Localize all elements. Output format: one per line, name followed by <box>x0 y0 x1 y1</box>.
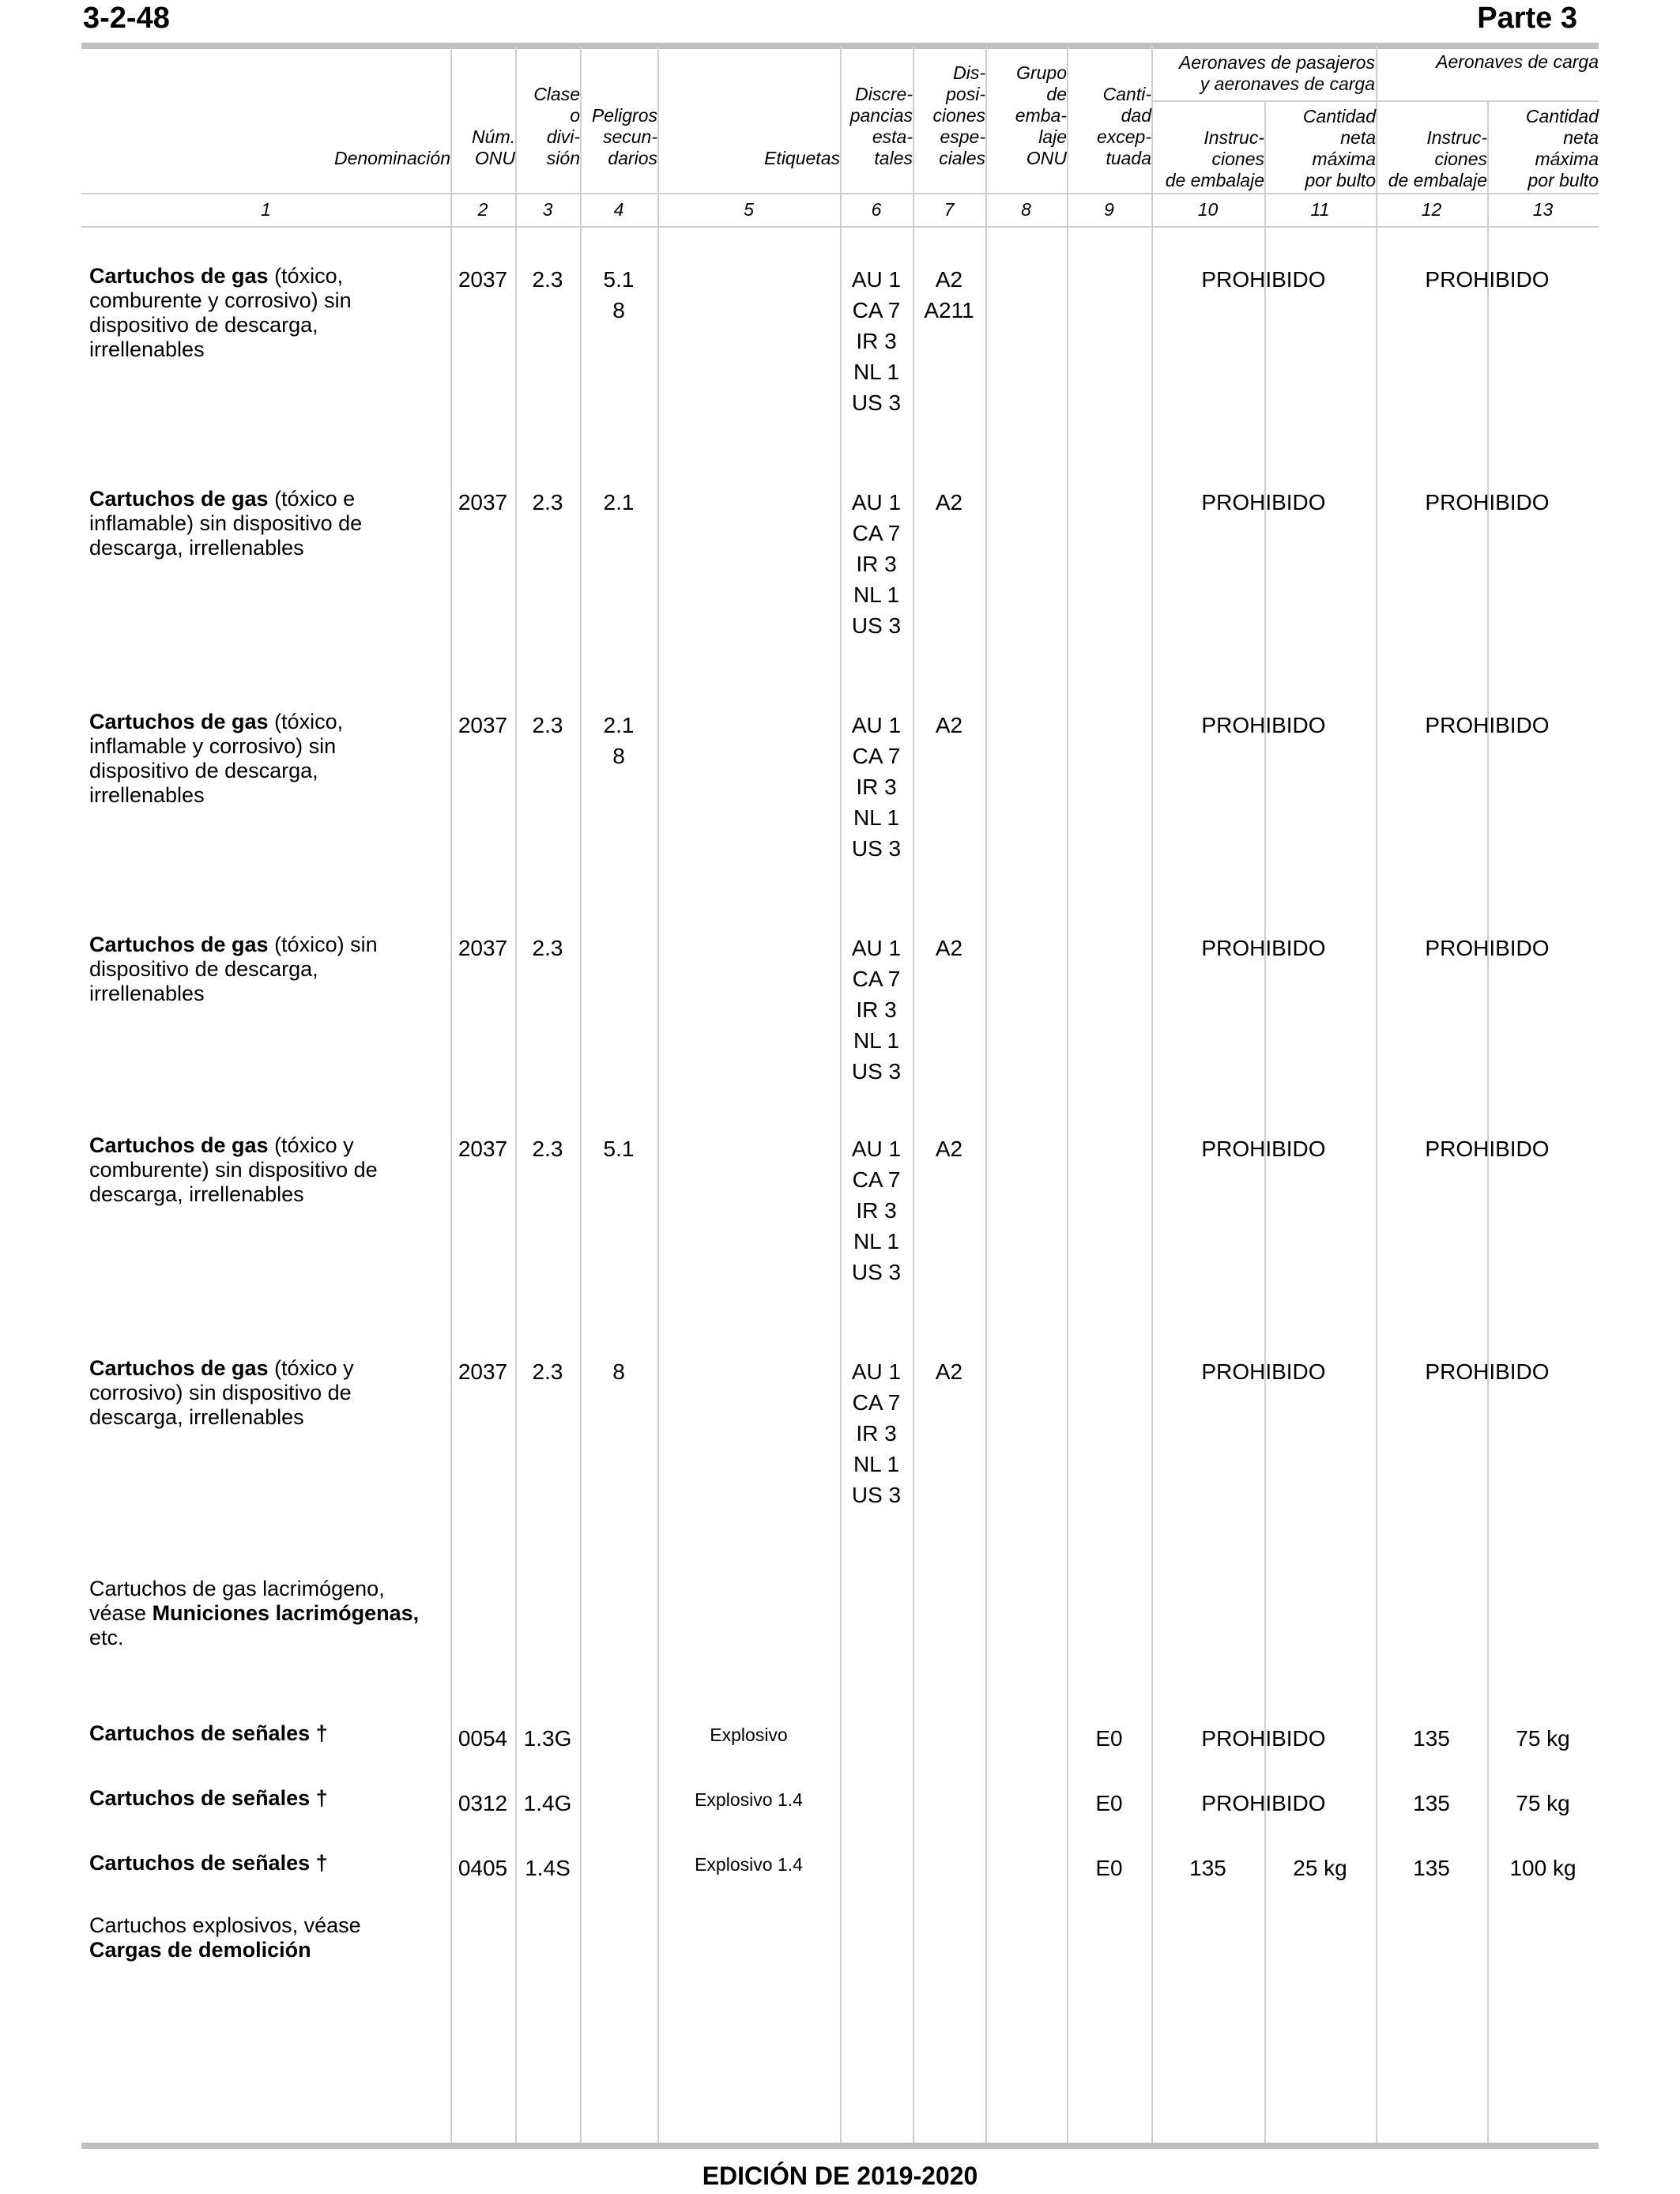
state-variations <box>840 933 913 1087</box>
row-denominacion <box>89 1356 437 1430</box>
subsidiary-hazards <box>580 710 657 771</box>
header-line: darios <box>608 148 657 168</box>
class-division <box>515 1356 580 1387</box>
cell-line: IR 3 <box>856 329 897 353</box>
header-carga-group <box>1376 51 1599 73</box>
cell-line: 8 <box>612 744 625 768</box>
hazard-label: Explosivo 1.4 <box>695 1789 803 1810</box>
page-number: 3-2-48 <box>83 2 170 35</box>
substance-name: Cartuchos de gas <box>89 487 269 511</box>
class-division <box>515 1723 580 1754</box>
header-divider <box>81 193 1599 194</box>
header-line: Grupo <box>1016 62 1067 83</box>
header-line: Aeronaves de carga <box>1436 51 1599 72</box>
cargo-packing-instruction <box>1376 1788 1487 1819</box>
cell-line: 2.1 <box>603 713 635 737</box>
cell-line: 25 kg <box>1293 1856 1347 1880</box>
cell-line: 5.1 <box>603 267 635 292</box>
column-divider <box>1487 101 1489 2143</box>
header-line: de embalaje <box>1388 170 1487 190</box>
pax-prohibido: PROHIBIDO <box>1201 1726 1326 1751</box>
cell-line: 2037 <box>458 713 508 737</box>
header-line: posi- <box>946 84 985 104</box>
header-clase <box>515 84 580 169</box>
header-line: Núm. <box>472 126 515 147</box>
cell-line: IR 3 <box>856 997 897 1022</box>
cell-line: 1.4G <box>523 1791 572 1815</box>
column-number: 2 <box>477 199 488 220</box>
cell-line: 2037 <box>458 267 508 292</box>
cell-line: 2037 <box>458 1359 508 1384</box>
cell-line: IR 3 <box>856 1198 897 1223</box>
header-line: divi- <box>546 126 580 147</box>
cargo-prohibido: PROHIBIDO <box>1425 1359 1550 1384</box>
header-line: laje <box>1038 126 1067 147</box>
cell-line: A2 <box>935 267 963 292</box>
special-provisions <box>913 1133 985 1164</box>
cargo-prohibido: PROHIBIDO <box>1425 1137 1550 1161</box>
column-divider <box>450 46 452 2143</box>
state-variations <box>840 710 913 864</box>
row-denominacion: Cartuchos de señales † <box>89 1721 328 1745</box>
substance-qualifier: (tóxico e inflamable) sin dispositivo de descarga, irrellenables <box>89 487 363 560</box>
column-number-divider <box>81 226 1599 228</box>
header-line: ciales <box>939 148 985 168</box>
column-divider <box>985 46 987 2143</box>
header-grupo <box>985 62 1067 169</box>
cell-line: 2.3 <box>532 490 563 515</box>
header-etiquetas <box>657 148 840 169</box>
substance-qualifier: (tóxico, inflamable y corrosivo) sin dispositivo de descarga, irrellenables <box>89 710 344 807</box>
cell-line: 2.3 <box>532 713 563 737</box>
row-denominacion <box>89 1133 437 1207</box>
header-denominacion <box>81 148 450 169</box>
header-line: tales <box>874 148 913 168</box>
cell-line: 75 kg <box>1516 1791 1570 1815</box>
header-num-onu <box>450 126 515 169</box>
header-line: tuada <box>1106 148 1151 168</box>
header-line: ciones <box>1434 149 1487 169</box>
column-number: 9 <box>1104 199 1114 220</box>
row-denominacion: Cartuchos de señales † <box>89 1851 328 1875</box>
cell-line: 2.3 <box>532 1359 563 1384</box>
cell-line: A2 <box>935 490 963 515</box>
subsidiary-hazards <box>580 264 657 326</box>
cell-line: A2 <box>935 936 963 960</box>
cell-line: 1.3G <box>523 1726 572 1751</box>
cell-line: 2.1 <box>603 490 635 515</box>
column-divider <box>1067 46 1068 2143</box>
pax-prohibido: PROHIBIDO <box>1201 713 1326 737</box>
header-line: Denominación <box>333 148 450 168</box>
edition-footer: EDICIÓN DE 2019-2020 <box>702 2162 978 2190</box>
cell-line: 135 <box>1413 1726 1450 1751</box>
column-number: 11 <box>1310 199 1330 220</box>
column-divider <box>913 46 914 2143</box>
column-number: 7 <box>944 199 955 220</box>
header-line: Instruc- <box>1203 127 1264 148</box>
pax-prohibido: PROHIBIDO <box>1201 1359 1326 1384</box>
substance-name: Cartuchos de gas <box>89 1133 269 1157</box>
column-number: 5 <box>744 199 754 220</box>
substance-qualifier: (tóxico) sin dispositivo de descarga, irrellenables <box>89 933 378 1005</box>
column-number: 1 <box>261 199 271 220</box>
class-division <box>515 1853 580 1883</box>
column-number: 12 <box>1421 199 1442 220</box>
header-line: por bulto <box>1305 170 1376 190</box>
state-variations <box>840 264 913 418</box>
substance-name: Cartuchos de gas <box>89 1356 269 1380</box>
cell-line: 100 kg <box>1509 1856 1576 1880</box>
state-variations <box>840 1356 913 1510</box>
row-denominacion <box>89 487 437 560</box>
hazard-label: Explosivo <box>710 1725 788 1745</box>
column-number: 13 <box>1532 199 1554 220</box>
cell-line: NL 1 <box>853 1229 900 1253</box>
un-number <box>450 264 515 295</box>
reference-explosivos: Cartuchos explosivos, véase Cargas de demolición <box>89 1913 361 1962</box>
column-divider <box>515 46 517 2143</box>
cell-line: CA 7 <box>852 521 901 545</box>
cell-line: IR 3 <box>856 1421 897 1446</box>
cell-line: 0054 <box>458 1726 508 1751</box>
header-line: ONU <box>474 148 515 168</box>
pax-prohibido: PROHIBIDO <box>1201 267 1326 292</box>
header-line: ONU <box>1026 148 1067 168</box>
cell-line: CA 7 <box>852 967 901 991</box>
cell-line: E0 <box>1095 1726 1123 1751</box>
cargo-prohibido: PROHIBIDO <box>1425 713 1550 737</box>
state-variations <box>840 1133 913 1287</box>
row-denominacion: Cartuchos de señales † <box>89 1786 328 1810</box>
subsidiary-hazards <box>580 1133 657 1164</box>
header-divider-subgroup <box>1151 100 1599 102</box>
substance-qualifier: (tóxico, comburente y corrosivo) sin dispositivo de descarga, irrellenables <box>89 264 352 361</box>
header-line: Discre- <box>855 84 913 104</box>
header-disposiciones <box>913 62 985 169</box>
special-provisions <box>913 487 985 518</box>
column-number: 4 <box>613 199 624 220</box>
excepted-quantity <box>1067 1853 1151 1883</box>
header-line: Aeronaves de pasajeros <box>1178 52 1375 73</box>
cell-line: CA 7 <box>852 1167 901 1192</box>
page-header <box>83 2 1597 38</box>
cell-line: IR 3 <box>856 552 897 576</box>
header-line: secun- <box>602 126 657 147</box>
un-number <box>450 710 515 741</box>
cell-line: 2.3 <box>532 267 563 292</box>
class-division <box>515 710 580 741</box>
header-line: ciones <box>932 105 985 126</box>
un-number <box>450 1853 515 1883</box>
cell-line: A2 <box>935 1359 963 1384</box>
special-provisions <box>913 933 985 963</box>
header-line: Peligros <box>591 105 657 126</box>
pax-prohibido: PROHIBIDO <box>1201 490 1326 515</box>
cell-line: 2037 <box>458 1137 508 1161</box>
header-line: esta- <box>872 126 913 147</box>
header-line: máxima <box>1312 149 1376 169</box>
cell-line: US 3 <box>851 613 902 638</box>
column-divider <box>657 46 659 2143</box>
column-number: 6 <box>871 199 882 220</box>
cell-line: 135 <box>1413 1856 1450 1880</box>
part-title: Parte 3 <box>1477 2 1577 35</box>
header-cantidad-exceptuada <box>1067 84 1151 169</box>
special-provisions <box>913 710 985 741</box>
column-divider <box>1151 46 1153 2143</box>
un-number <box>450 487 515 518</box>
cargo-packing-instruction <box>1376 1723 1487 1754</box>
cell-line: 2.3 <box>532 936 563 960</box>
cargo-prohibido: PROHIBIDO <box>1425 490 1550 515</box>
header-line: sión <box>546 148 580 168</box>
cell-line: 0312 <box>458 1791 508 1815</box>
cell-line: CA 7 <box>852 744 901 768</box>
header-line: dad <box>1121 105 1151 126</box>
cell-line: 1.4S <box>525 1856 571 1880</box>
cargo-prohibido: PROHIBIDO <box>1425 267 1550 292</box>
header-line: de <box>1046 84 1067 104</box>
header-line: o <box>570 105 580 126</box>
cell-line: US 3 <box>851 390 902 415</box>
cell-line: US 3 <box>851 1260 902 1284</box>
row-denominacion <box>89 710 437 808</box>
un-number <box>450 1356 515 1387</box>
header-line: Instruc- <box>1426 127 1487 148</box>
cell-line: CA 7 <box>852 298 901 322</box>
cell-line: 135 <box>1189 1856 1226 1880</box>
reference-target: Municiones lacrimógenas, <box>152 1601 420 1625</box>
cell-line: NL 1 <box>853 1452 900 1476</box>
cell-line: 0405 <box>458 1856 508 1880</box>
header-peligros <box>580 105 657 169</box>
header-line: por bulto <box>1527 170 1599 190</box>
header-line: excep- <box>1096 126 1151 147</box>
column-number: 8 <box>1021 199 1031 220</box>
cell-line: NL 1 <box>853 1028 900 1053</box>
bottom-rule <box>81 2143 1599 2149</box>
un-number <box>450 933 515 963</box>
cell-line: 135 <box>1413 1791 1450 1815</box>
column-divider <box>1376 46 1377 2143</box>
cell-line: US 3 <box>851 836 902 861</box>
cell-line: AU 1 <box>851 713 902 737</box>
special-provisions <box>913 264 985 326</box>
pax-max-net-quantity <box>1264 1853 1376 1883</box>
special-provisions <box>913 1356 985 1387</box>
class-division <box>515 1788 580 1819</box>
class-division <box>515 1133 580 1164</box>
header-line: Dis- <box>953 62 985 83</box>
cell-line: A2 <box>935 1137 963 1161</box>
header-pax-instrucciones <box>1151 127 1264 191</box>
header-line: neta <box>1340 127 1376 148</box>
reference-target: Cargas de demolición <box>89 1938 311 1962</box>
cell-line: 8 <box>612 298 625 322</box>
substance-qualifier: (tóxico y corrosivo) sin dispositivo de descarga, irrellenables <box>89 1356 354 1429</box>
cell-line: AU 1 <box>851 1359 902 1384</box>
header-line: Etiquetas <box>764 148 840 168</box>
pax-prohibido: PROHIBIDO <box>1201 936 1326 960</box>
header-line: espe- <box>940 126 985 147</box>
header-line: pancias <box>849 105 913 126</box>
column-divider <box>580 46 582 2143</box>
substance-name: Cartuchos de gas <box>89 264 269 288</box>
header-pasajeros-group <box>1151 52 1375 95</box>
header-line: y aeronaves de carga <box>1200 74 1375 94</box>
header-cargo-instrucciones <box>1376 127 1487 191</box>
cell-line: AU 1 <box>851 936 902 960</box>
excepted-quantity <box>1067 1723 1151 1754</box>
reference-lacrimogeno: Cartuchos de gas lacrimógeno, véase Municiones lacrimógenas, etc. <box>89 1577 420 1649</box>
cell-line: US 3 <box>851 1059 902 1084</box>
header-cargo-cantidad <box>1487 106 1599 191</box>
state-variations <box>840 487 913 641</box>
cell-line: IR 3 <box>856 775 897 799</box>
cell-line: A2 <box>935 713 963 737</box>
cell-line: 2037 <box>458 490 508 515</box>
cell-line: 2.3 <box>532 1137 563 1161</box>
pax-prohibido: PROHIBIDO <box>1201 1791 1326 1815</box>
cell-line: NL 1 <box>853 582 900 607</box>
cargo-prohibido: PROHIBIDO <box>1425 936 1550 960</box>
cell-line: AU 1 <box>851 490 902 515</box>
row-denominacion <box>89 933 437 1006</box>
column-divider <box>1264 101 1266 2143</box>
cargo-max-net-quantity <box>1487 1788 1599 1819</box>
subsidiary-hazards <box>580 1356 657 1387</box>
class-division <box>515 487 580 518</box>
header-line: Canti- <box>1102 84 1151 104</box>
un-number <box>450 1788 515 1819</box>
cell-line: NL 1 <box>853 805 900 830</box>
subsidiary-hazards <box>580 487 657 518</box>
cell-line: A211 <box>924 298 974 322</box>
hazard-label: Explosivo 1.4 <box>695 1854 803 1875</box>
class-division <box>515 933 580 963</box>
cargo-packing-instruction <box>1376 1853 1487 1883</box>
pax-prohibido: PROHIBIDO <box>1201 1137 1326 1161</box>
column-number: 3 <box>542 199 553 220</box>
row-denominacion <box>89 264 437 362</box>
header-line: emba- <box>1015 105 1067 126</box>
cell-line: 8 <box>612 1359 625 1384</box>
substance-name: Cartuchos de gas <box>89 710 269 733</box>
header-line: Clase <box>533 84 580 104</box>
column-number: 10 <box>1197 199 1219 220</box>
header-line: Cantidad <box>1525 106 1599 126</box>
cell-line: US 3 <box>851 1483 902 1507</box>
cell-line: AU 1 <box>851 1137 902 1161</box>
header-line: máxima <box>1535 149 1599 169</box>
substance-name: Cartuchos de gas <box>89 933 269 956</box>
header-discrepancias <box>840 84 913 169</box>
class-division <box>515 264 580 295</box>
cargo-max-net-quantity <box>1487 1723 1599 1754</box>
header-line: ciones <box>1211 149 1264 169</box>
cell-line: E0 <box>1095 1791 1123 1815</box>
cell-line: AU 1 <box>851 267 902 292</box>
cell-line: 2037 <box>458 936 508 960</box>
cell-line: E0 <box>1095 1856 1123 1880</box>
header-line: Cantidad <box>1302 106 1376 126</box>
cell-line: NL 1 <box>853 360 900 384</box>
pax-packing-instruction <box>1151 1853 1264 1883</box>
cell-line: 5.1 <box>603 1137 635 1161</box>
header-pax-cantidad <box>1264 106 1376 191</box>
cell-line: CA 7 <box>852 1390 901 1415</box>
cargo-max-net-quantity <box>1487 1853 1599 1883</box>
cell-line: 75 kg <box>1516 1726 1570 1751</box>
un-number <box>450 1723 515 1754</box>
excepted-quantity <box>1067 1788 1151 1819</box>
header-line: neta <box>1563 127 1599 148</box>
header-line: de embalaje <box>1165 170 1264 190</box>
un-number <box>450 1133 515 1164</box>
substance-qualifier: (tóxico y comburente) sin dispositivo de descarga, irrellenables <box>89 1133 378 1206</box>
